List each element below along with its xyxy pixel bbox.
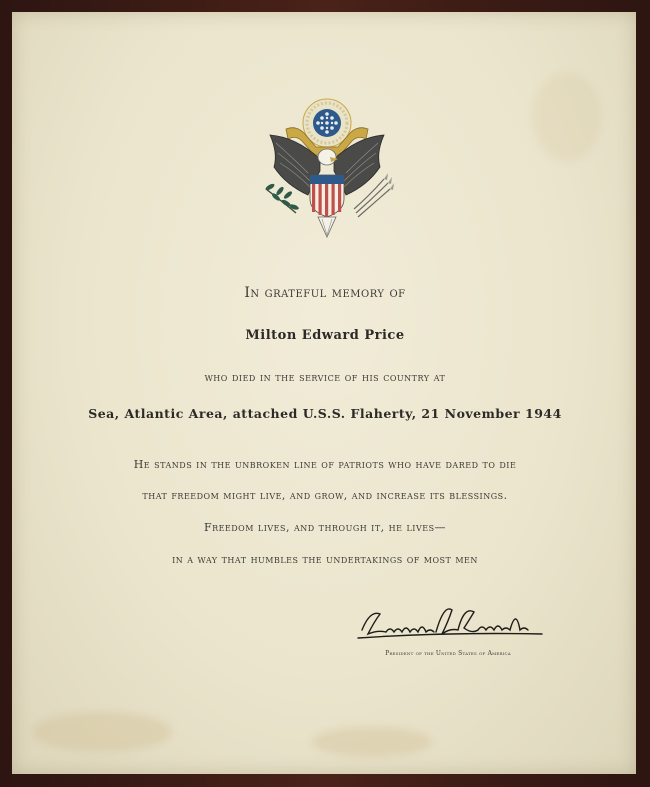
service-line: who died in the service of his country at — [204, 370, 446, 384]
great-seal-eagle-icon — [256, 95, 398, 245]
place-of-death: Sea, Atlantic Area, attached U.S.S. Flaherty, 21 November 1944 — [88, 406, 562, 421]
verse-line-4: in a way that humbles the undertakings of most men — [172, 553, 478, 566]
verse-line-1: He stands in the unbroken line of patriots who have dared to die — [133, 458, 517, 471]
memorial-heading: In grateful memory of — [244, 285, 406, 301]
signature-title: President of the United States of America — [385, 650, 511, 657]
honoree-name: Milton Edward Price — [245, 328, 405, 343]
verse-line-3: Freedom lives, and through it, he lives— — [203, 521, 447, 534]
presidential-signature — [356, 600, 546, 648]
verse-line-2: that freedom might live, and grow, and increase its blessings. — [142, 489, 508, 502]
